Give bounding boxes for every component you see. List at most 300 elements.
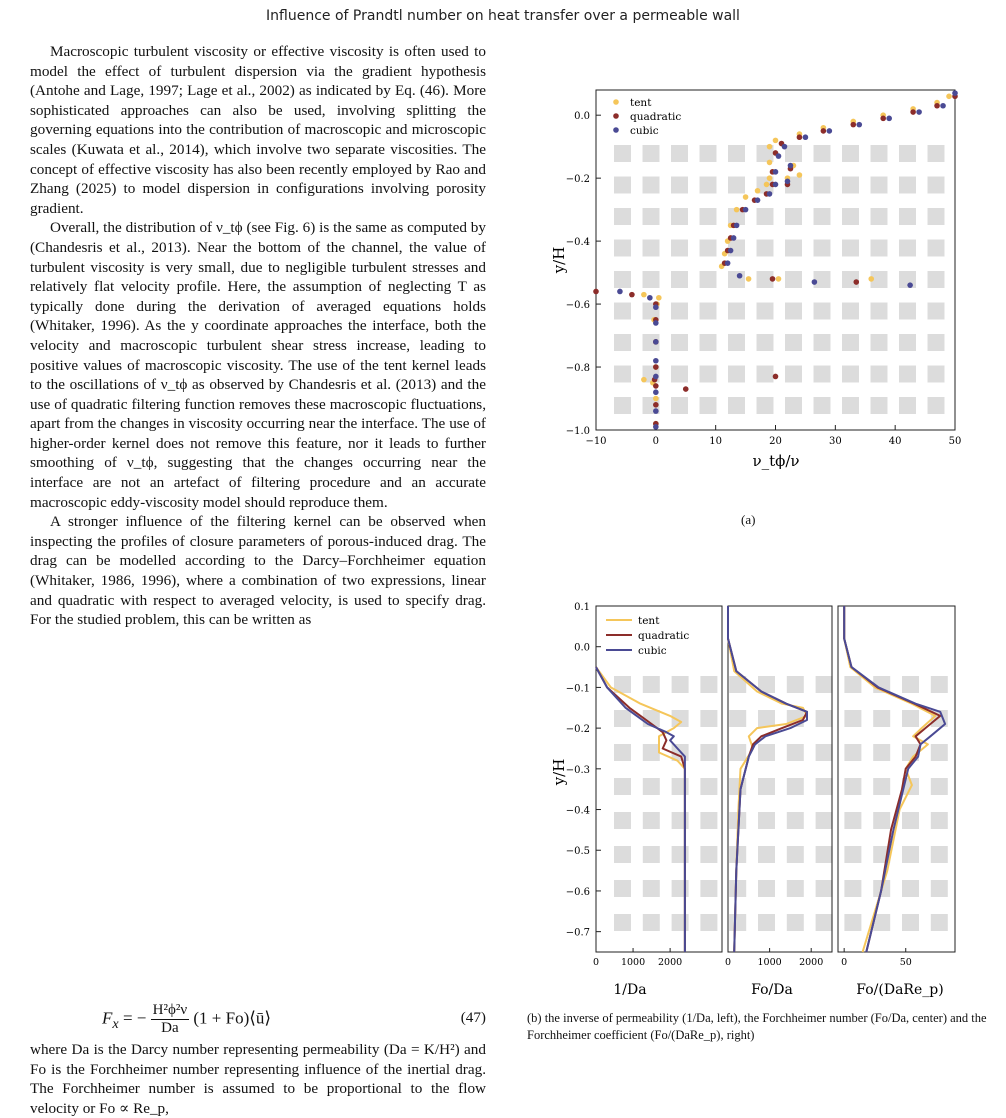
pore-block: [672, 914, 689, 931]
pore-block: [844, 914, 861, 931]
pore-block: [785, 303, 802, 320]
pore-block: [871, 366, 888, 383]
pore-block: [928, 334, 945, 351]
x-tick-label: 0: [724, 957, 732, 968]
pore-block: [902, 880, 919, 897]
pore-block: [671, 397, 688, 414]
pore-block: [643, 208, 660, 225]
pore-block: [672, 778, 689, 795]
pore-block: [643, 177, 660, 194]
pore-block: [842, 397, 859, 414]
pore-block: [902, 914, 919, 931]
running-head: Influence of Prandtl number on heat transfer over a permeable wall: [266, 8, 740, 24]
pore-block: [899, 303, 916, 320]
pore-block: [758, 710, 775, 727]
pore-block: [671, 334, 688, 351]
data-point-cubic: [737, 273, 743, 279]
pore-block: [871, 303, 888, 320]
pore-block: [614, 208, 631, 225]
pore-block: [671, 145, 688, 162]
equation-number: (47): [460, 1009, 486, 1026]
data-point-tent: [773, 138, 779, 144]
pore-block: [931, 676, 948, 693]
pore-block: [902, 710, 919, 727]
pore-block: [785, 271, 802, 288]
x-tick-label: 0: [841, 957, 848, 968]
data-point-cubic: [952, 90, 958, 96]
pore-block: [816, 676, 833, 693]
pore-block: [728, 366, 745, 383]
x-tick-label: 0: [592, 957, 600, 968]
y-tick-label: 0.0: [574, 111, 590, 123]
data-point-tent: [946, 93, 952, 99]
pore-block: [844, 880, 861, 897]
pore-block: [816, 914, 833, 931]
data-point-quadratic: [850, 122, 856, 128]
data-point-tent: [656, 295, 662, 301]
data-point-tent: [641, 377, 647, 383]
pore-block: [700, 812, 717, 829]
pore-block: [672, 812, 689, 829]
pore-block: [928, 271, 945, 288]
pore-block: [871, 208, 888, 225]
pore-block: [899, 334, 916, 351]
data-point-cubic: [916, 109, 922, 115]
pore-block: [899, 240, 916, 257]
data-point-quadratic: [653, 364, 659, 370]
x-tick-label: 40: [888, 436, 902, 447]
pore-block: [844, 778, 861, 795]
x-tick-label: 50: [899, 957, 912, 968]
legend-label-cubic: cubic: [630, 125, 659, 137]
y-tick-label: −0.7: [565, 927, 590, 939]
pore-block: [842, 208, 859, 225]
data-point-quadratic: [653, 383, 659, 389]
y-tick-label: −0.6: [565, 300, 590, 312]
x-tick-label: 30: [828, 436, 842, 447]
data-point-cubic: [725, 260, 731, 266]
pore-block: [787, 880, 804, 897]
data-point-cubic: [743, 207, 749, 213]
legend-marker-cubic: [613, 127, 619, 133]
x-tick-label: 10: [709, 436, 723, 447]
pore-block: [928, 240, 945, 257]
data-point-quadratic: [683, 386, 689, 392]
pore-block: [614, 271, 631, 288]
pore-block: [700, 240, 717, 257]
pore-block: [643, 846, 660, 863]
pore-block: [814, 397, 831, 414]
pore-block: [871, 334, 888, 351]
data-point-tent: [653, 396, 659, 402]
pore-block: [758, 812, 775, 829]
pore-block: [871, 397, 888, 414]
y-tick-label: −0.1: [565, 683, 590, 695]
data-point-cubic: [782, 144, 788, 150]
pore-block: [931, 846, 948, 863]
pore-block: [842, 177, 859, 194]
pore-block: [842, 145, 859, 162]
body-text-after-equation: [30, 1040, 486, 1118]
pore-block: [700, 208, 717, 225]
pore-block: [614, 914, 631, 931]
figure-b-caption: (b) the inverse of permeability (1/Da, left), the Forchheimer number (Fo/Da, center) and the Forchheimer coefficient (Fo/(DaRe_p), right): [527, 1011, 987, 1042]
pore-block: [873, 778, 890, 795]
data-point-cubic: [773, 182, 779, 188]
pore-block: [816, 744, 833, 761]
x-tick-label: 1000: [757, 957, 782, 968]
data-point-quadratic: [593, 289, 599, 295]
pore-block: [671, 240, 688, 257]
data-point-cubic: [773, 169, 779, 175]
figure-b-panel-label-3: Fo/(DaRe_p): [856, 982, 944, 998]
pore-block: [816, 812, 833, 829]
data-point-cubic: [856, 122, 862, 128]
pore-block: [899, 366, 916, 383]
pore-block: [757, 366, 774, 383]
pore-block: [928, 303, 945, 320]
figure-a-caption: (a): [741, 512, 756, 527]
pore-block: [700, 303, 717, 320]
pore-block: [671, 271, 688, 288]
pore-block: [700, 914, 717, 931]
data-point-cubic: [653, 389, 659, 395]
data-point-cubic: [812, 279, 818, 285]
pore-block: [728, 397, 745, 414]
paragraph-2: Overall, the distribution of ν_tϕ (see Fig. 6) is the same as computed by (Chandesris et al., 2013). Near the bottom of the channel, the value of turbulent viscosity is very small, due to negligible turbulent stresses and relatively flat velocity profile. Here, the assumption of neglecting T as typically done during the derivation of averaged equations holds (Whitaker, 1996). As the y coordinate approaches the interface, both the velocity and macroscopic turbulent shear stress increase, leading to positive values of macroscopic viscosity. The use of the tent kernel leads to the oscillations of ν_tϕ as observed by Chandesris et al. (2013) and the use of quadratic filtering function removes these macroscopic fluctuations, apart from the changes in viscosity occurring near the interface. The use of higher-order kernel does not remove this feature, nor it leads to further smoothing of ν_tϕ, suggesting that the changes occurring near the interface are not an artefact of filtering procedure and an accurate macroscopic eddy-viscosity model should reproduce them.: [30, 219, 486, 511]
pore-block: [814, 271, 831, 288]
pore-block: [816, 880, 833, 897]
data-point-quadratic: [934, 103, 940, 109]
pore-block: [902, 676, 919, 693]
pore-block: [729, 880, 746, 897]
pore-block: [614, 145, 631, 162]
pore-block: [899, 208, 916, 225]
eq-lhs-sub: x: [112, 1015, 119, 1032]
series-line-quadratic: [596, 667, 685, 952]
pore-block: [844, 710, 861, 727]
pore-block: [814, 177, 831, 194]
y-tick-label: −0.2: [565, 174, 590, 186]
y-tick-label: −0.6: [565, 886, 590, 898]
data-point-cubic: [907, 282, 913, 288]
legend-label-tent: tent: [630, 97, 652, 109]
data-point-cubic: [653, 358, 659, 364]
legend-marker-tent: [613, 99, 619, 105]
pore-block: [729, 710, 746, 727]
pore-block: [672, 676, 689, 693]
pore-block: [928, 177, 945, 194]
data-point-cubic: [886, 116, 892, 122]
pore-block: [785, 240, 802, 257]
figure-b-panel-label-1: 1/Da: [613, 982, 647, 998]
pore-block: [614, 366, 631, 383]
pore-block: [928, 366, 945, 383]
data-point-cubic: [653, 320, 659, 326]
data-point-tent: [767, 175, 773, 181]
data-point-cubic: [731, 235, 737, 241]
figure-b-ylabel: y/H: [550, 758, 568, 786]
pore-block: [700, 676, 717, 693]
pore-block: [700, 710, 717, 727]
pore-block: [729, 744, 746, 761]
pore-block: [758, 880, 775, 897]
pore-block: [700, 778, 717, 795]
pore-block: [643, 145, 660, 162]
y-tick-label: −0.8: [565, 363, 590, 375]
x-tick-label: −10: [585, 436, 607, 447]
pore-block: [902, 812, 919, 829]
pore-block: [614, 303, 631, 320]
data-point-cubic: [653, 408, 659, 414]
pore-block: [700, 846, 717, 863]
pore-block: [785, 397, 802, 414]
pore-block: [643, 676, 660, 693]
pore-block: [787, 676, 804, 693]
data-point-tent: [641, 292, 647, 298]
y-tick-label: −0.4: [565, 237, 590, 249]
pore-block: [931, 744, 948, 761]
pore-block: [902, 846, 919, 863]
data-point-cubic: [776, 153, 782, 159]
pore-block: [787, 778, 804, 795]
y-tick-label: −0.4: [565, 805, 590, 817]
pore-block: [844, 744, 861, 761]
data-point-tent: [755, 188, 761, 194]
body-text-column: [30, 42, 486, 630]
eq-lhs: F: [102, 1008, 113, 1028]
pore-block: [672, 846, 689, 863]
data-point-quadratic: [770, 276, 776, 282]
data-point-cubic: [734, 223, 740, 229]
eq-numerator: H²ϕ²ν: [152, 1002, 188, 1018]
pore-block: [758, 778, 775, 795]
pore-block: [844, 676, 861, 693]
pore-block: [643, 744, 660, 761]
x-tick-label: 1000: [620, 957, 646, 968]
data-point-quadratic: [821, 128, 827, 134]
paragraph-1: Macroscopic turbulent viscosity or effective viscosity is often used to model the effect of turbulent dispersion via the gradient hypothesis (Antohe and Lage, 1997; Lage et al., 2002) as indicated by Eq. (46). More sophisticated approaches can also be used, involving splitting the governing equations into the contribution of macroscopic and microscopic scales (Kuwata et al., 2014), which involve two separate viscosities. The concept of effective viscosity has also been recently employed by Rao and Zhang (2025) to model dispersion in configurations involving porosity gradient.: [30, 43, 486, 217]
data-point-tent: [734, 207, 740, 213]
pore-block: [928, 397, 945, 414]
data-point-quadratic: [797, 134, 803, 140]
y-tick-label: −1.0: [565, 426, 590, 437]
data-point-cubic: [728, 248, 734, 254]
figure-b-panel-label-2: Fo/Da: [751, 982, 793, 998]
pore-block: [842, 366, 859, 383]
pore-block: [758, 744, 775, 761]
y-tick-label: −0.3: [565, 764, 590, 776]
pore-block: [757, 303, 774, 320]
pore-block: [787, 914, 804, 931]
eq-rhs: (1 + Fo)⟨ū⟩: [193, 1008, 272, 1028]
data-point-quadratic: [773, 374, 779, 380]
x-tick-label: 50: [948, 436, 962, 447]
pore-block: [931, 880, 948, 897]
pore-block: [728, 177, 745, 194]
pore-block: [814, 303, 831, 320]
y-tick-label: 0.0: [574, 642, 590, 654]
pore-block: [842, 240, 859, 257]
data-point-cubic: [653, 374, 659, 380]
pore-block: [671, 208, 688, 225]
data-point-cubic: [940, 103, 946, 109]
pore-block: [614, 846, 631, 863]
data-point-tent: [767, 144, 773, 150]
data-point-tent: [797, 172, 803, 178]
x-tick-label: 0: [652, 436, 660, 447]
data-point-cubic: [617, 289, 623, 295]
x-tick-label: 2000: [658, 957, 683, 968]
pore-block: [757, 240, 774, 257]
pore-block: [614, 240, 631, 257]
pore-block: [614, 710, 631, 727]
pore-block: [814, 240, 831, 257]
legend-label-tent: tent: [638, 615, 660, 627]
x-tick-label: 2000: [799, 957, 824, 968]
y-tick-label: 0.1: [574, 602, 590, 613]
data-point-cubic: [755, 197, 761, 203]
pore-block: [758, 846, 775, 863]
pore-block: [873, 812, 890, 829]
data-point-quadratic: [653, 402, 659, 408]
pore-block: [787, 744, 804, 761]
pore-block: [931, 778, 948, 795]
data-point-tent: [767, 160, 773, 166]
data-point-quadratic: [910, 109, 916, 115]
pore-block: [700, 145, 717, 162]
pore-block: [757, 334, 774, 351]
pore-block: [614, 334, 631, 351]
pore-block: [844, 846, 861, 863]
pore-block: [700, 744, 717, 761]
pore-block: [871, 240, 888, 257]
pore-block: [700, 880, 717, 897]
pore-block: [899, 145, 916, 162]
data-point-cubic: [653, 304, 659, 310]
pore-block: [928, 208, 945, 225]
data-point-cubic: [827, 128, 833, 134]
pore-block: [844, 812, 861, 829]
pore-block: [842, 303, 859, 320]
data-point-tent: [868, 276, 874, 282]
data-point-cubic: [788, 163, 794, 169]
data-point-tent: [776, 276, 782, 282]
pore-block: [728, 334, 745, 351]
pore-block: [785, 366, 802, 383]
pore-block: [614, 397, 631, 414]
pore-block: [643, 880, 660, 897]
y-tick-label: −0.5: [565, 846, 590, 858]
pore-block: [728, 271, 745, 288]
pore-block: [873, 744, 890, 761]
pore-block: [814, 208, 831, 225]
pore-block: [700, 397, 717, 414]
pore-block: [643, 271, 660, 288]
pore-block: [700, 334, 717, 351]
pore-block: [814, 366, 831, 383]
pore-block: [787, 846, 804, 863]
data-point-cubic: [767, 191, 773, 197]
pore-block: [928, 145, 945, 162]
data-point-quadratic: [853, 279, 859, 285]
pore-block: [785, 145, 802, 162]
data-point-quadratic: [629, 292, 635, 298]
pore-block: [614, 778, 631, 795]
pore-block: [785, 334, 802, 351]
pore-block: [785, 208, 802, 225]
data-point-cubic: [647, 295, 653, 301]
data-point-tent: [746, 276, 752, 282]
legend-label-quadratic: quadratic: [630, 111, 682, 123]
pore-block: [931, 914, 948, 931]
pore-block: [899, 177, 916, 194]
pore-block: [816, 778, 833, 795]
pore-block: [899, 397, 916, 414]
pore-block: [873, 710, 890, 727]
equation-47: [30, 1002, 486, 1034]
pore-block: [614, 812, 631, 829]
pore-block: [671, 303, 688, 320]
data-point-cubic: [803, 134, 809, 140]
y-tick-label: −0.2: [565, 724, 590, 736]
legend-label-cubic: cubic: [638, 645, 667, 657]
pore-block: [842, 334, 859, 351]
series-line-tent: [596, 667, 685, 952]
data-point-cubic: [653, 424, 659, 430]
pore-block: [787, 812, 804, 829]
pore-block: [758, 914, 775, 931]
eq-denominator: Da: [161, 1020, 179, 1036]
data-point-cubic: [653, 339, 659, 345]
pore-block: [614, 880, 631, 897]
pore-block: [728, 145, 745, 162]
pore-block: [700, 366, 717, 383]
series-line-cubic: [596, 667, 685, 952]
pore-block: [700, 271, 717, 288]
figure-a-ylabel: y/H: [550, 246, 568, 274]
pore-block: [643, 914, 660, 931]
legend-label-quadratic: quadratic: [638, 630, 690, 642]
pore-block: [643, 240, 660, 257]
equation-body: [102, 1002, 271, 1037]
pore-block: [728, 303, 745, 320]
data-point-cubic: [785, 178, 791, 184]
pore-block: [814, 334, 831, 351]
pore-block: [614, 744, 631, 761]
pore-block: [643, 778, 660, 795]
figure-b: [540, 594, 980, 1006]
pore-block: [671, 366, 688, 383]
legend-marker-quadratic: [613, 113, 619, 119]
pore-block: [757, 208, 774, 225]
data-point-tent: [764, 182, 770, 188]
pore-block: [614, 177, 631, 194]
data-point-quadratic: [880, 116, 886, 122]
pore-block: [871, 177, 888, 194]
paragraph-3: A stronger influence of the filtering kernel can be observed when inspecting the profiles of closure parameters of porous-induced drag. The drag can be modelled according to the Darcy–Forchheimer equation (Whitaker, 1986, 1996), where a combination of two expressions, linear and quadratic with respect to averaged velocity, is used to specify drag. For the studied problem, this can be written as: [30, 513, 486, 629]
pore-block: [814, 145, 831, 162]
pore-block: [931, 812, 948, 829]
data-point-tent: [743, 194, 749, 200]
eq-equals: = −: [122, 1008, 147, 1028]
pore-block: [871, 145, 888, 162]
figure-a: [540, 76, 980, 476]
x-tick-label: 20: [769, 436, 782, 447]
pore-block: [672, 880, 689, 897]
pore-block: [729, 914, 746, 931]
pore-block: [816, 846, 833, 863]
